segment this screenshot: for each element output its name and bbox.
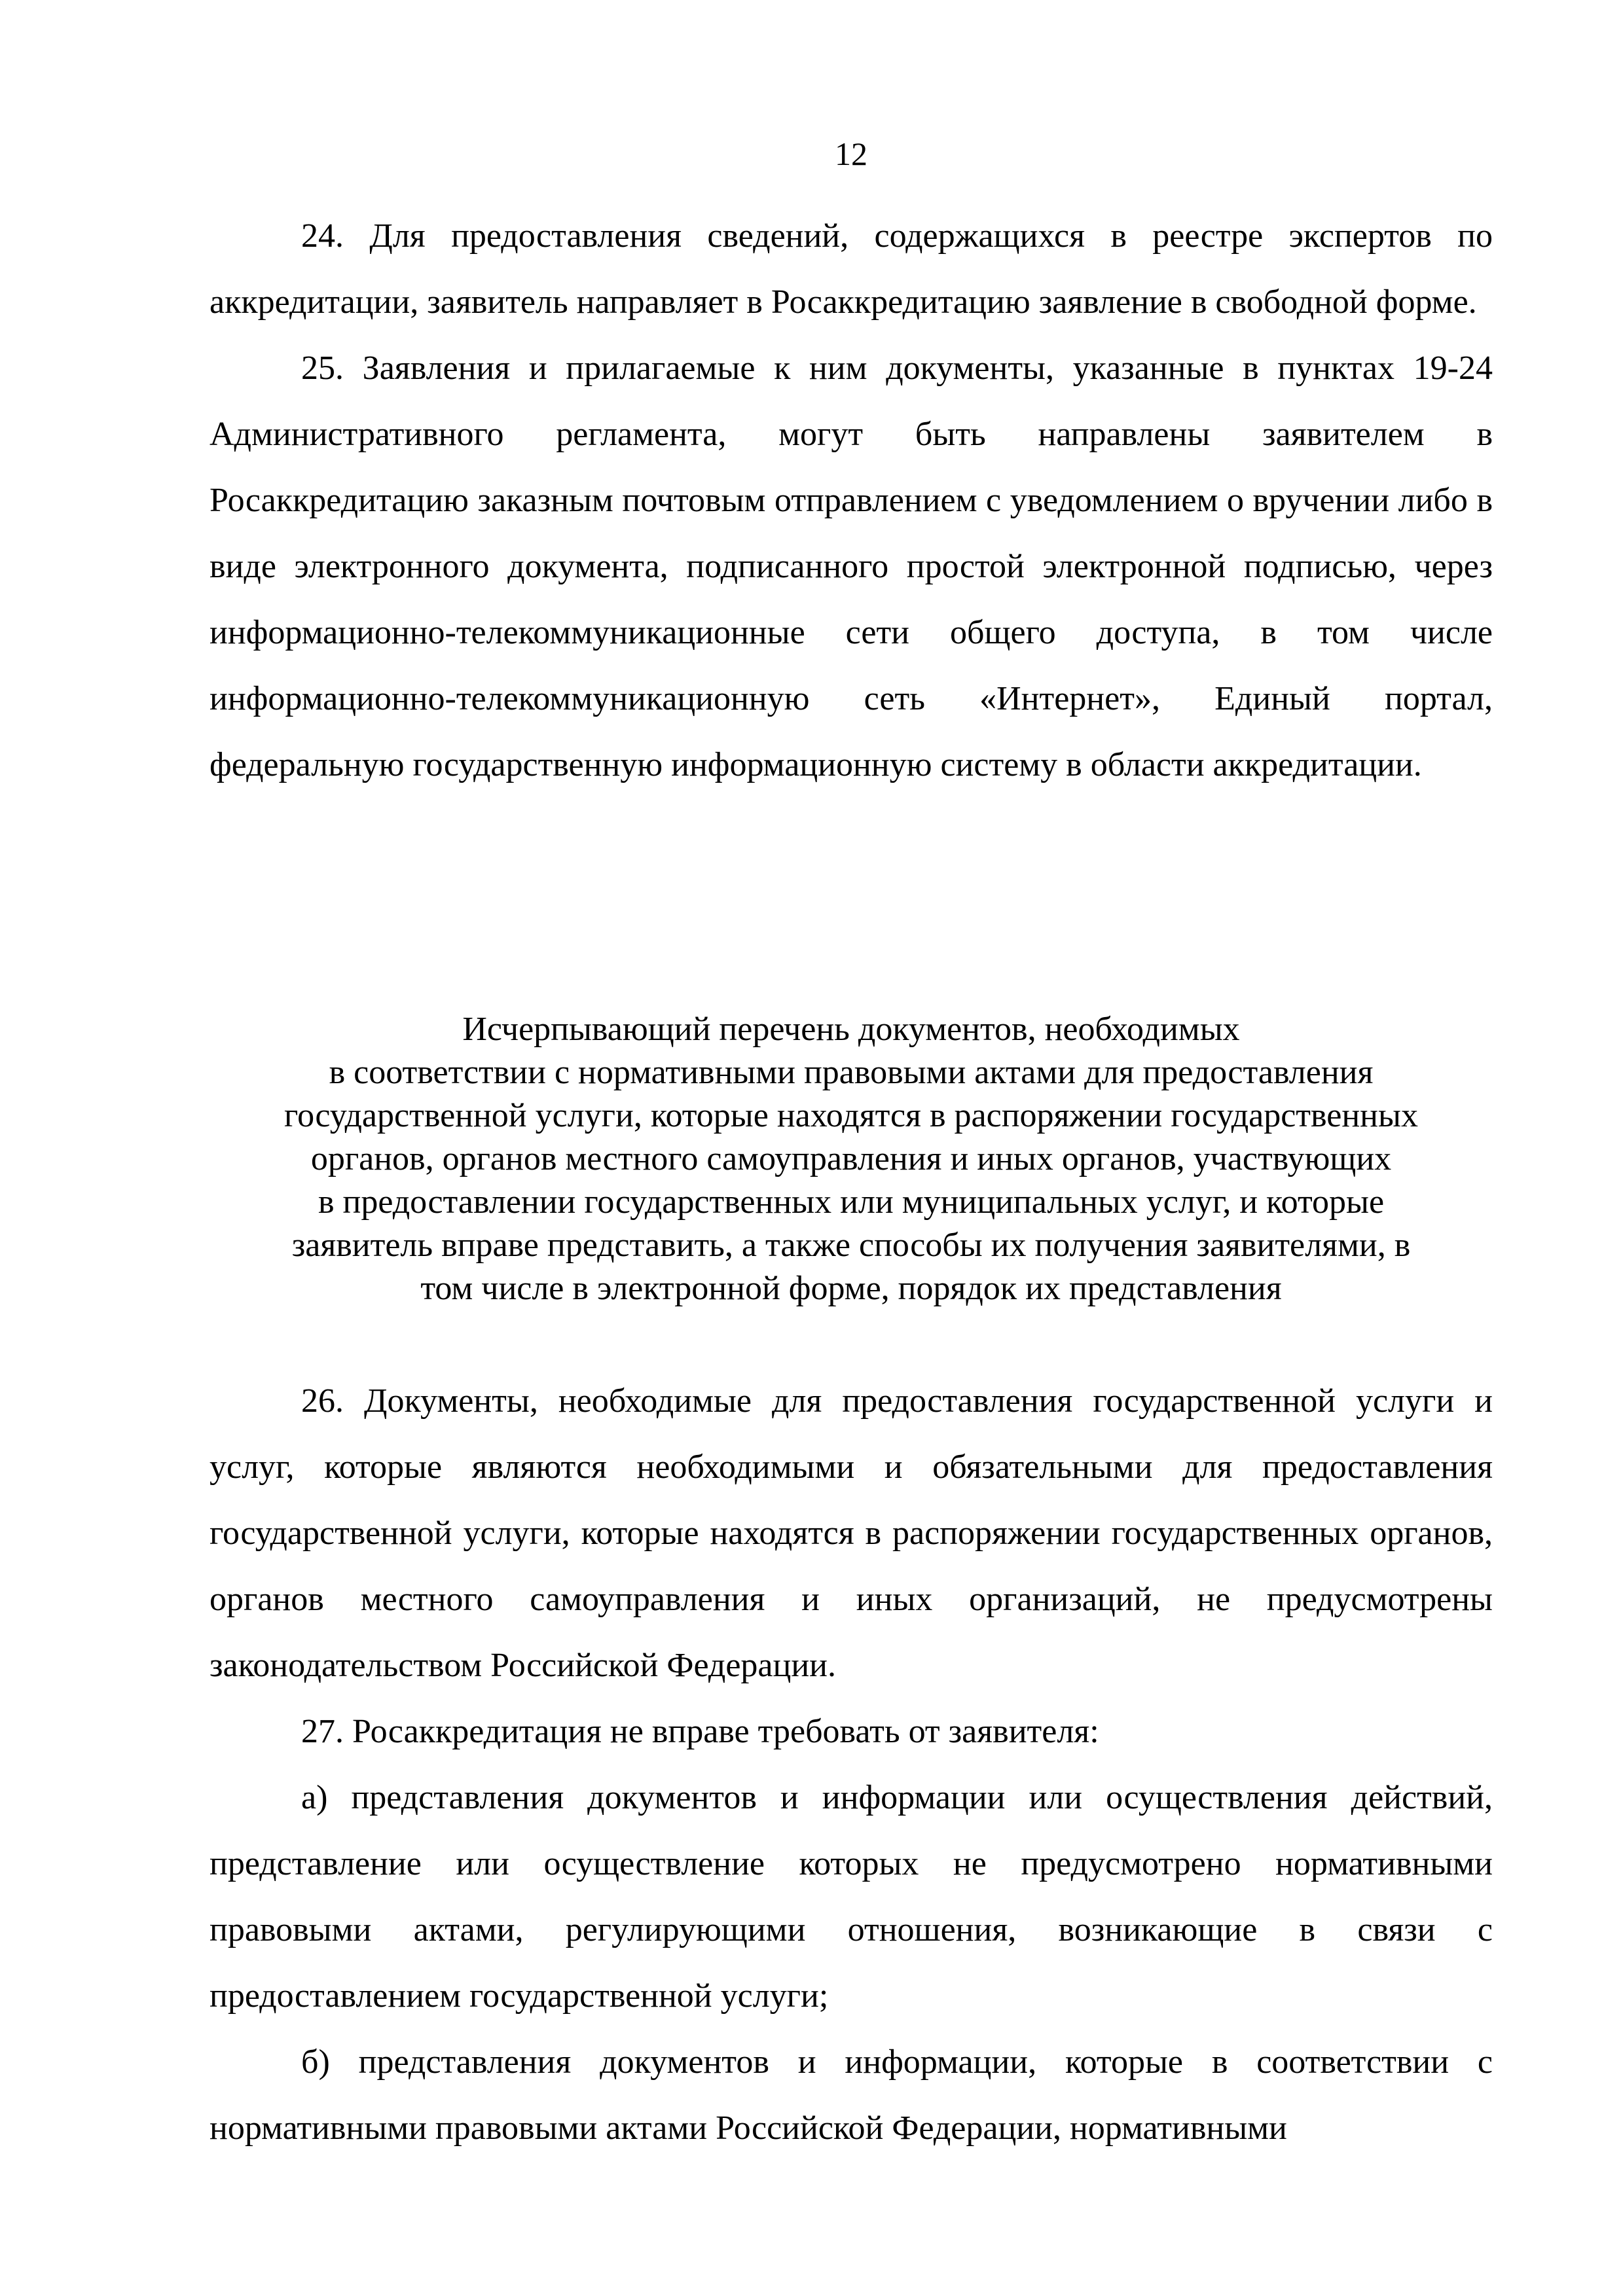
section-heading bbox=[210, 1008, 1493, 1310]
heading-line: органов, органов местного самоуправления и иных органов, участвующих bbox=[310, 1140, 1392, 1177]
paragraph-24: 24. Для предоставления сведений, содержащихся в реестре экспертов по аккредитации, заявитель направляет в Росаккредитацию заявление в свободной форме. bbox=[210, 217, 1493, 321]
paragraph-27-a: а) представления документов и информации или осуществления действий, представление или осуществление которых не предусмотрено нормативными правовыми актами, регулирующими отношения, возникающие в связи с предоставлением государственной услуги; bbox=[210, 1779, 1493, 2015]
text-block-lower bbox=[210, 1368, 1493, 2161]
page-number: 12 bbox=[835, 135, 867, 172]
heading-line: том числе в электронной форме, порядок их представления bbox=[420, 1270, 1282, 1307]
heading-line: в соответствии с нормативными правовыми актами для предоставления bbox=[329, 1054, 1374, 1091]
heading-line: заявитель вправе представить, а также способы их получения заявителями, в bbox=[291, 1227, 1411, 1264]
heading-line: государственной услуги, которые находятся в распоряжении государственных bbox=[284, 1097, 1418, 1134]
heading-line: в предоставлении государственных или муниципальных услуг, и которые bbox=[318, 1183, 1385, 1221]
paragraph-27-b: б) представления документов и информации, которые в соответствии с нормативными правовыми актами Российской Федерации, нормативными bbox=[210, 2043, 1493, 2147]
paragraph-26: 26. Документы, необходимые для предоставления государственной услуги и услуг, которые являются необходимыми и обязательными для предоставления государственной услуги, которые находятся в распоряжении государственных органов, органов местного самоуправления и иных организаций, не предусмотрены законодательством Российской Федерации. bbox=[210, 1382, 1493, 1684]
paragraph-25: 25. Заявления и прилагаемые к ним документы, указанные в пунктах 19-24 Административного регламента, могут быть направлены заявителем в Росаккредитацию заказным почтовым отправлением с уведомлением о вручении либо в виде электронного документа, подписанного простой электронной подписью, через информационно-телекоммуникационные сети общего доступа, в том числе информационно-телекоммуникационную сеть «Интернет», Единый портал, федеральную государственную информационную систему в области аккредитации. bbox=[210, 350, 1493, 783]
heading-line: Исчерпывающий перечень документов, необходимых bbox=[462, 1011, 1240, 1048]
text-block-upper bbox=[210, 203, 1493, 798]
paragraph-27: 27. Росаккредитация не вправе требовать от заявителя: bbox=[301, 1713, 1099, 1750]
